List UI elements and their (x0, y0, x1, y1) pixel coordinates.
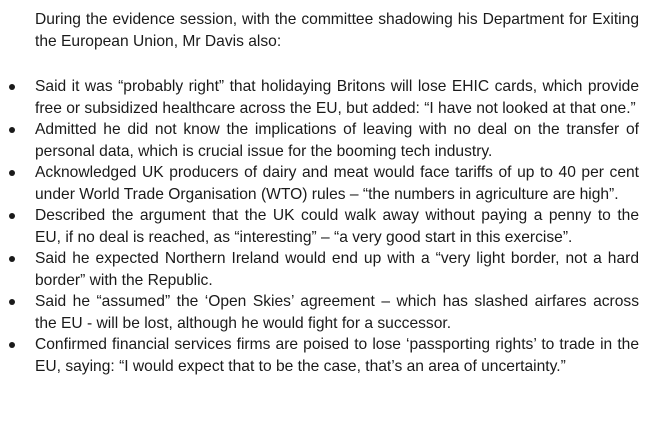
bullet-text: Admitted he did not know the implications of leaving with no deal on the transfer of personal data, which is crucial issue for the booming tech industry. (35, 121, 639, 160)
bullet-dot-icon (9, 299, 15, 305)
bullet-item (0, 291, 639, 334)
bullet-text: Described the argument that the UK could walk away without paying a penny to the EU, if no deal is reached, as “interesting” – “a very good start in this exercise”. (35, 207, 639, 246)
bullet-dot-icon (9, 127, 15, 133)
bullet-dot-icon (9, 256, 15, 262)
bullet-item (0, 76, 639, 119)
bullet-item (0, 248, 639, 291)
bullet-item (0, 205, 639, 248)
bullet-text: Said it was “probably right” that holidaying Britons will lose EHIC cards, which provide free or subsidized healthcare across the EU, but added: “I have not looked at that one.” (35, 78, 639, 117)
bullet-dot-icon (9, 84, 15, 90)
bullet-item (0, 162, 639, 205)
bullet-list (0, 76, 656, 377)
bullet-dot-icon (9, 213, 15, 219)
bullet-text: Confirmed financial services firms are poised to lose ‘passporting rights’ to trade in the EU, saying: “I would expect that to be the case, that’s an area of uncertainty.” (35, 336, 639, 375)
bullet-dot-icon (9, 342, 15, 348)
intro-paragraph: During the evidence session, with the committee shadowing his Department for Exiting the European Union, Mr Davis also: (35, 11, 639, 50)
bullet-text: Said he expected Northern Ireland would end up with a “very light border, not a hard border” with the Republic. (35, 250, 639, 289)
bullet-item (0, 334, 639, 377)
bullet-text: Acknowledged UK producers of dairy and meat would face tariffs of up to 40 per cent under World Trade Organisation (WTO) rules – “the numbers in agriculture are high”. (35, 164, 639, 203)
bullet-item (0, 119, 639, 162)
bullet-dot-icon (9, 170, 15, 176)
bullet-text: Said he “assumed” the ‘Open Skies’ agreement – which has slashed airfares across the EU - will be lost, although he would fight for a successor. (35, 293, 639, 332)
